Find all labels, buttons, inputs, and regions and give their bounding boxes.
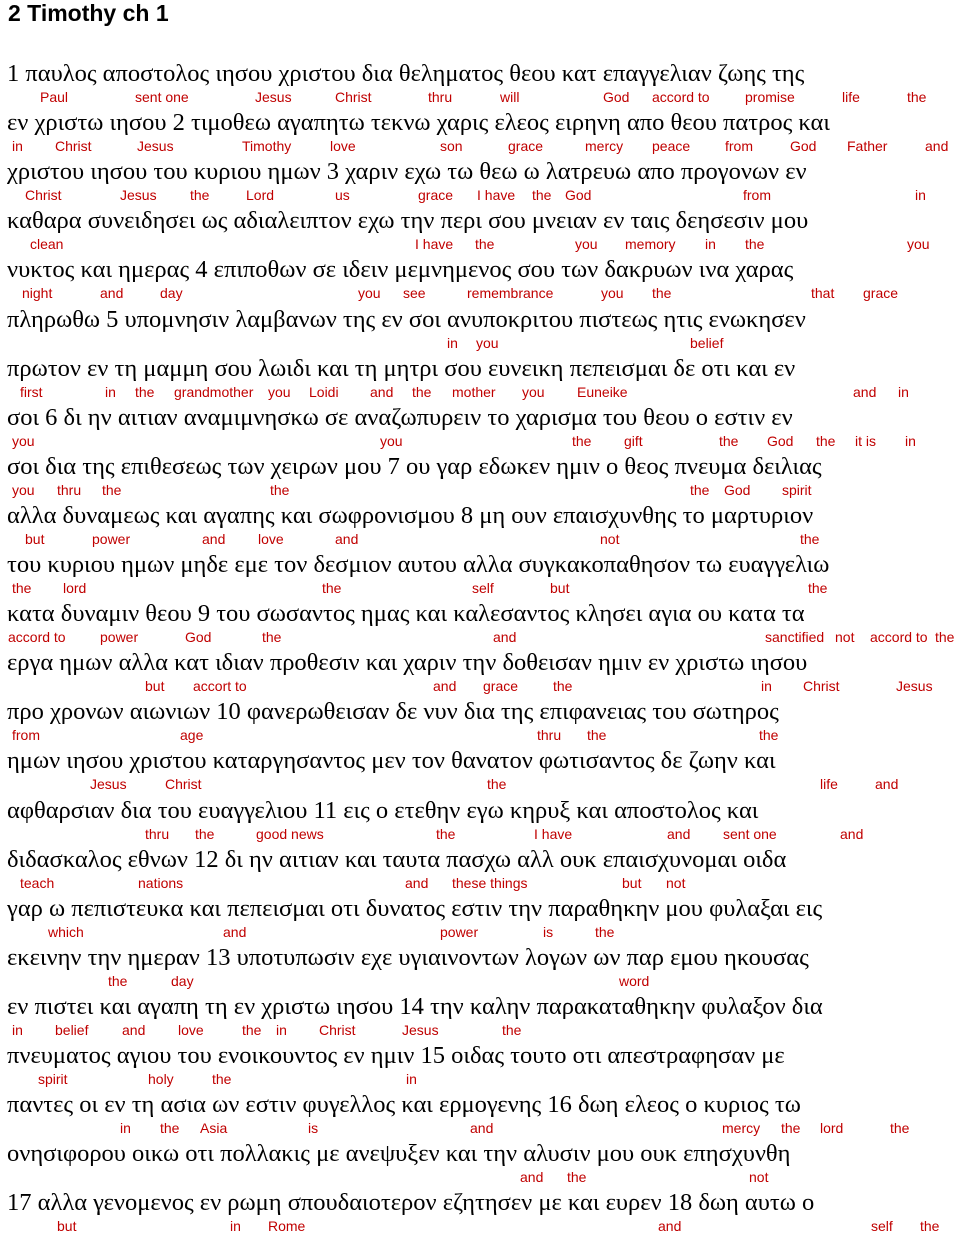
gloss-word: grace bbox=[508, 138, 544, 155]
gloss-word: and bbox=[840, 825, 864, 842]
gloss-word: from bbox=[12, 727, 40, 744]
gloss-word: thru bbox=[428, 89, 453, 105]
gloss-word: God bbox=[790, 138, 817, 155]
gloss-word: word bbox=[619, 972, 650, 989]
greek-line-2: εν χριστω ιησου 2 τιμοθεω αγαπητω τεκνω χαρις ελεος ειρηνη απο θεου πατρος και bbox=[7, 109, 830, 137]
gloss-word: the bbox=[781, 1120, 801, 1137]
gloss-word: first bbox=[20, 383, 43, 400]
gloss-word: but bbox=[57, 1218, 77, 1234]
gloss-word: the bbox=[567, 1169, 587, 1186]
gloss-word: you bbox=[476, 334, 499, 351]
gloss-word: not bbox=[749, 1169, 769, 1186]
gloss-word: Jesus bbox=[137, 138, 174, 155]
gloss-word: not bbox=[600, 530, 620, 547]
gloss-word: in bbox=[12, 138, 23, 155]
gloss-word: and bbox=[122, 1021, 146, 1038]
gloss-word: that bbox=[811, 285, 835, 302]
greek-line-24: 17 αλλα γενομενος εν ρωμη σπουδαιοτερον εζητησεν με και ευρεν 18 δωη αυτω ο bbox=[7, 1189, 815, 1217]
gloss-word: the bbox=[502, 1021, 522, 1038]
gloss-word: life bbox=[820, 776, 838, 793]
greek-line-21: πνευματος αγιου του ενοικουντος εν ημιν 15 οιδας τουτο οτι απεστραφησαν με bbox=[7, 1042, 785, 1069]
gloss-word: the bbox=[587, 727, 607, 744]
gloss-word: lord bbox=[820, 1120, 844, 1137]
gloss-word: Rome bbox=[268, 1218, 306, 1234]
gloss-word: the bbox=[262, 629, 282, 646]
gloss-word: you bbox=[12, 481, 35, 498]
gloss-word: in bbox=[230, 1218, 241, 1234]
gloss-word: mother bbox=[452, 383, 496, 400]
gloss-word: love bbox=[258, 530, 284, 547]
gloss-word: and bbox=[493, 629, 517, 646]
gloss-word: and bbox=[335, 530, 359, 547]
gloss-word: is bbox=[308, 1120, 319, 1137]
gloss-word: Loidi bbox=[309, 383, 339, 400]
gloss-word: day bbox=[171, 972, 194, 989]
gloss-word: sent one bbox=[135, 89, 189, 105]
gloss-word: the bbox=[322, 580, 342, 596]
gloss-word: self bbox=[871, 1218, 893, 1234]
gloss-word: day bbox=[160, 285, 183, 302]
gloss-word: God bbox=[565, 187, 592, 204]
gloss-word: Jesus bbox=[90, 776, 127, 793]
gloss-word: the bbox=[907, 89, 927, 105]
gloss-word: you bbox=[575, 236, 598, 253]
gloss-word: which bbox=[48, 923, 84, 940]
greek-line-1: 1 παυλος αποστολος ιησου χριστου δια θεληματος θεου κατ επαγγελιαν ζωης της bbox=[7, 60, 805, 87]
gloss-word: from bbox=[743, 187, 771, 204]
gloss-word: you bbox=[601, 285, 624, 302]
gloss-word: and bbox=[667, 825, 691, 842]
gloss-word: spirit bbox=[782, 481, 812, 498]
gloss-word: in bbox=[447, 334, 458, 351]
gloss-word: in bbox=[105, 383, 116, 400]
gloss-word: and bbox=[520, 1169, 544, 1186]
gloss-word: grace bbox=[418, 187, 454, 204]
gloss-word: belief bbox=[55, 1021, 89, 1038]
gloss-word: the bbox=[532, 187, 552, 204]
greek-line-19: εκεινην την ημεραν 13 υποτυπωσιν εχε υγιαινοντων λογων ων παρ εμου ηκουσας bbox=[7, 943, 809, 971]
gloss-word: grace bbox=[483, 678, 519, 695]
gloss-word: in bbox=[761, 678, 772, 695]
gloss-word: the bbox=[719, 432, 739, 449]
gloss-word: nations bbox=[138, 874, 184, 891]
gloss-word: grace bbox=[863, 285, 899, 302]
gloss-word: Paul bbox=[40, 89, 69, 105]
greek-line-8: σοι 6 δι ην αιτιαν αναμιμνησκω σε αναζωπυρειν το χαρισμα του θεου ο εστιν εν bbox=[7, 403, 793, 431]
gloss-word: the bbox=[270, 481, 290, 498]
greek-line-23: ονησιφορου οικω οτι πολλακις με ανεψυξεν και την αλυσιν μου ουκ επησχυνθη bbox=[7, 1140, 791, 1168]
page-title: 2 Timothy ch 1 bbox=[8, 0, 169, 26]
greek-line-7: πρωτον εν τη μαμμη σου λωιδι και τη μητρι σου ευνεικη πεπεισμαι δε οτι και εν bbox=[7, 354, 796, 382]
gloss-word: accort to bbox=[193, 678, 247, 695]
gloss-word: the bbox=[102, 481, 122, 498]
gloss-word: and bbox=[100, 285, 124, 302]
gloss-word: accord to bbox=[652, 89, 710, 105]
gloss-word: Euneike bbox=[577, 383, 628, 400]
greek-line-16: αφθαρσιαν δια του ευαγγελιου 11 εις ο ετεθην εγω κηρυξ και αποστολος και bbox=[7, 796, 759, 824]
gloss-word: thru bbox=[537, 727, 562, 744]
gloss-word: Jesus bbox=[120, 187, 157, 204]
gloss-word: see bbox=[403, 285, 426, 302]
greek-line-13: εργα ημων αλλα κατ ιδιαν προθεσιν και χαριν την δοθεισαν ημιν εν χριστω ιησου bbox=[7, 649, 808, 677]
gloss-word: Christ bbox=[319, 1021, 356, 1038]
gloss-word: God bbox=[767, 432, 794, 449]
gloss-word: the bbox=[412, 383, 432, 400]
gloss-word: God bbox=[185, 629, 212, 646]
gloss-word: and bbox=[925, 138, 949, 155]
gloss-word: in bbox=[898, 383, 909, 400]
gloss-word: and bbox=[658, 1218, 682, 1234]
gloss-word: I have bbox=[477, 187, 516, 204]
gloss-word: us bbox=[335, 187, 350, 204]
gloss-word: the bbox=[920, 1218, 940, 1234]
gloss-word: the bbox=[475, 236, 495, 253]
gloss-word: you bbox=[12, 432, 35, 449]
gloss-word: the bbox=[195, 825, 215, 842]
gloss-word: power bbox=[100, 629, 139, 646]
gloss-word: from bbox=[725, 138, 753, 155]
gloss-word: night bbox=[22, 285, 53, 302]
gloss-word: the bbox=[487, 776, 507, 793]
greek-line-17: διδασκαλος εθνων 12 δι ην αιτιαν και ταυτα πασχω αλλ ουκ επαισχυνομαι οιδα bbox=[7, 845, 787, 873]
gloss-word: the bbox=[800, 530, 820, 547]
gloss-word: the bbox=[160, 1120, 180, 1137]
gloss-word: Jesus bbox=[896, 678, 933, 695]
gloss-word: gift bbox=[624, 432, 643, 449]
gloss-word: peace bbox=[652, 138, 691, 155]
gloss-word: accord to bbox=[870, 629, 928, 646]
gloss-word: the bbox=[135, 383, 155, 400]
gloss-word: mercy bbox=[722, 1120, 761, 1137]
gloss-word: lord bbox=[63, 580, 87, 596]
gloss-word: son bbox=[440, 138, 463, 155]
gloss-word: teach bbox=[20, 874, 55, 891]
gloss-word: the bbox=[12, 580, 32, 596]
gloss-word: and bbox=[370, 383, 394, 400]
greek-line-9: σοι δια της επιθεσεως των χειρων μου 7 ου γαρ εδωκεν ημιν ο θεος πνευμα δειλιας bbox=[7, 452, 822, 480]
gloss-word: and bbox=[433, 678, 457, 695]
gloss-word: but bbox=[25, 530, 45, 547]
gloss-word: remembrance bbox=[467, 285, 554, 302]
gloss-word: you bbox=[380, 432, 403, 449]
gloss-word: the bbox=[690, 481, 710, 498]
gloss-word: spirit bbox=[38, 1071, 68, 1087]
gloss-word: in bbox=[276, 1021, 287, 1038]
gloss-word: I have bbox=[415, 236, 454, 253]
gloss-word: memory bbox=[625, 236, 676, 253]
gloss-word: in bbox=[905, 432, 916, 449]
gloss-word: promise bbox=[745, 89, 795, 105]
gloss-word: the bbox=[212, 1071, 232, 1087]
gloss-word: these things bbox=[452, 874, 528, 891]
greek-line-5: νυκτος και ημερας 4 επιποθων σε ιδειν μεμνημενος σου των δακρυων ινα χαρας bbox=[7, 256, 794, 284]
gloss-word: is bbox=[543, 923, 554, 940]
gloss-word: self bbox=[472, 580, 494, 596]
gloss-word: you bbox=[522, 383, 545, 400]
greek-line-12: κατα δυναμιν θεου 9 του σωσαντος ημας και καλεσαντος κλησει αγια ου κατα τα bbox=[7, 600, 805, 628]
gloss-word: grandmother bbox=[174, 383, 254, 400]
gloss-word: the bbox=[808, 580, 828, 596]
gloss-word: you bbox=[358, 285, 381, 302]
greek-line-14: προ χρονων αιωνιων 10 φανερωθεισαν δε νυν δια της επιφανειας του σωτηρος bbox=[7, 698, 779, 726]
gloss-word: mercy bbox=[585, 138, 624, 155]
gloss-word: the bbox=[935, 629, 955, 646]
gloss-word: the bbox=[890, 1120, 910, 1137]
gloss-word: power bbox=[92, 530, 131, 547]
gloss-word: Timothy bbox=[242, 138, 292, 155]
gloss-word: belief bbox=[690, 334, 724, 351]
gloss-word: Jesus bbox=[255, 89, 292, 105]
greek-line-11: του κυριου ημων μηδε εμε τον δεσμιον αυτου αλλα συγκακοπαθησον τω ευαγγελιω bbox=[7, 551, 830, 578]
gloss-word: and bbox=[405, 874, 429, 891]
gloss-word: good news bbox=[256, 825, 324, 842]
gloss-word: the bbox=[436, 825, 456, 842]
gloss-word: Christ bbox=[335, 89, 372, 105]
gloss-word: the bbox=[242, 1021, 262, 1038]
gloss-word: love bbox=[330, 138, 356, 155]
gloss-word: you bbox=[907, 236, 930, 253]
gloss-word: thru bbox=[145, 825, 170, 842]
gloss-word: thru bbox=[57, 481, 82, 498]
gloss-word: I have bbox=[534, 825, 573, 842]
gloss-word: in bbox=[915, 187, 926, 204]
gloss-word: in bbox=[12, 1021, 23, 1038]
greek-line-20: εν πιστει και αγαπη τη εν χριστω ιησου 14 την καλην παρακαταθηκην φυλαξον δια bbox=[7, 992, 823, 1020]
gloss-word: the bbox=[652, 285, 672, 302]
gloss-word: in bbox=[705, 236, 716, 253]
gloss-word: holy bbox=[148, 1071, 174, 1087]
gloss-word: love bbox=[178, 1021, 204, 1038]
greek-line-10: αλλα δυναμεως και αγαπης και σωφρονισμου 8 μη ουν επαισχυνθης το μαρτυριον bbox=[7, 501, 814, 529]
gloss-word: the bbox=[108, 972, 128, 989]
gloss-word: clean bbox=[30, 236, 64, 253]
greek-line-15: ημων ιησου χριστου καταργησαντος μεν τον θανατον φωτισαντος δε ζωην και bbox=[7, 747, 776, 775]
gloss-word: age bbox=[180, 727, 204, 744]
gloss-word: the bbox=[745, 236, 765, 253]
gloss-word: and bbox=[470, 1120, 494, 1137]
gloss-word: Christ bbox=[25, 187, 62, 204]
gloss-word: Christ bbox=[803, 678, 840, 695]
gloss-word: in bbox=[120, 1120, 131, 1137]
gloss-word: will bbox=[500, 89, 520, 105]
gloss-word: and bbox=[853, 383, 877, 400]
gloss-word: Lord bbox=[246, 187, 275, 204]
gloss-word: but bbox=[622, 874, 642, 891]
gloss-word: Christ bbox=[55, 138, 92, 155]
gloss-word: not bbox=[666, 874, 686, 891]
gloss-word: not bbox=[835, 629, 855, 646]
gloss-word: God bbox=[603, 89, 630, 105]
gloss-word: and bbox=[202, 530, 226, 547]
gloss-word: but bbox=[550, 580, 570, 596]
greek-line-3: χριστου ιησου του κυριου ημων 3 χαριν εχω τω θεω ω λατρευω απο προγονων εν bbox=[7, 158, 807, 186]
gloss-word: and bbox=[223, 923, 247, 940]
gloss-word: the bbox=[553, 678, 573, 695]
gloss-word: sent one bbox=[723, 825, 777, 842]
gloss-word: power bbox=[440, 923, 479, 940]
gloss-word: life bbox=[842, 89, 860, 105]
greek-line-4: καθαρα συνειδησει ως αδιαλειπτον εχω την περι σου μνειαν εν ταις δεησεσιν μου bbox=[7, 207, 809, 235]
gloss-word: the bbox=[816, 432, 836, 449]
gloss-word: Father bbox=[847, 138, 888, 155]
gloss-word: in bbox=[406, 1071, 417, 1087]
gloss-word: the bbox=[759, 727, 779, 744]
gloss-word: but bbox=[145, 678, 165, 695]
gloss-word: Jesus bbox=[402, 1021, 439, 1038]
greek-line-22: παντες οι εν τη ασια ων εστιν φυγελλος και ερμογενης 16 δωη ελεος ο κυριος τω bbox=[7, 1091, 801, 1119]
gloss-word: God bbox=[724, 481, 751, 498]
gloss-word: accord to bbox=[8, 629, 66, 646]
gloss-word: the bbox=[595, 923, 615, 940]
gloss-word: sanctified bbox=[765, 629, 825, 646]
gloss-word: you bbox=[268, 383, 291, 400]
gloss-word: the bbox=[190, 187, 210, 204]
gloss-word: the bbox=[572, 432, 592, 449]
gloss-word: and bbox=[875, 776, 899, 793]
gloss-word: Christ bbox=[165, 776, 202, 793]
greek-line-6: πληρωθω 5 υπομνησιν λαμβανων της εν σοι ανυποκριτου πιστεως ητις ενωκησεν bbox=[7, 305, 806, 333]
greek-line-18: γαρ ω πεπιστευκα και πεπεισμαι οτι δυνατος εστιν την παραθηκην μου φυλαξαι εις bbox=[7, 894, 823, 922]
gloss-word: Asia bbox=[200, 1120, 228, 1137]
gloss-word: it is bbox=[855, 432, 876, 449]
